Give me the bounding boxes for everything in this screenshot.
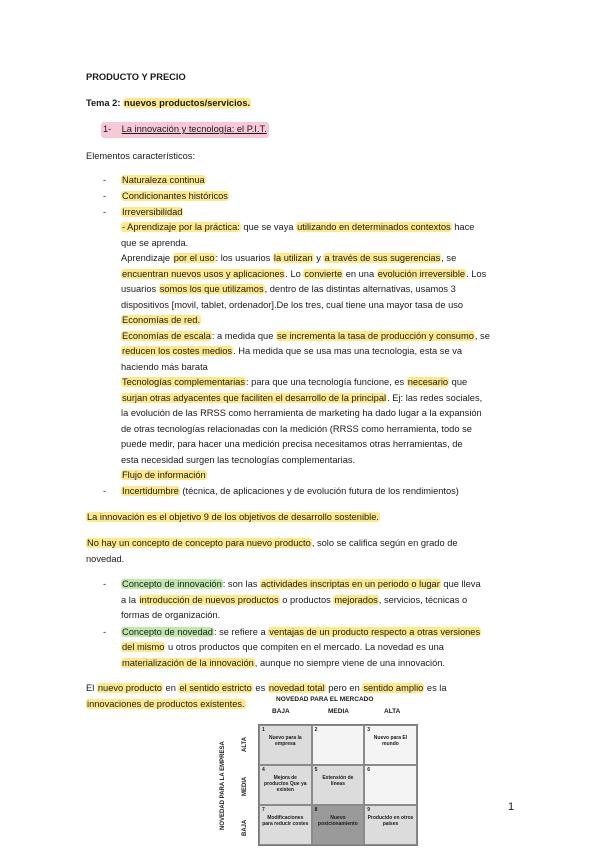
innovacion-line: Concepto de innovación: son las actividades inscriptas en un periodo o lugar que lleva: [122, 579, 481, 589]
concepto-paragraph-cont: novedad.: [86, 554, 125, 564]
bullet-dash: -: [103, 175, 107, 185]
novedad-line: del mismo u otros productos que compiten en el mercado. La novedad es una: [122, 642, 444, 652]
text-line: esta necesidad surgen las tecnologías complementarias.: [121, 455, 356, 465]
tema-heading: [86, 96, 251, 112]
text-line: dispositivos [movil, tablet, ordenador].De los tres, cual tiene una mayor tasa de uso: [121, 300, 464, 310]
matrix-cell: 8 Nuevo posicionamiento: [312, 805, 365, 845]
matrix-cell: 7 Modificaciones para reducir costes: [259, 805, 312, 845]
list-item: Naturaleza continua: [122, 175, 205, 185]
page-number: 1: [508, 801, 515, 813]
matrix-cell: 3 Nuevo para El mundo: [364, 725, 417, 765]
elementos-label: Elementos característicos:: [86, 151, 196, 161]
page-title: PRODUCTO Y PRECIO: [86, 72, 186, 82]
innovacion-line: formas de organización.: [121, 610, 221, 620]
matrix-col-label: MEDIA: [328, 708, 349, 715]
text-line: reducen los costes medios. Ha medida que se usa mas una tecnologia, esta se va: [122, 346, 463, 356]
text-line: de otras tecnologías relacionadas con la medición (RRSS como herramienta, todo se: [121, 424, 472, 434]
innovacion-line: a la introducción de nuevos productos o productos mejorados, servicios, técnicas o: [121, 595, 468, 605]
matrix-cell: 9 Producido en otros países: [364, 805, 417, 845]
matrix-cell: 4 Mejora de productos Que ya existen: [259, 765, 312, 805]
matrix-row-label: BAJA: [242, 819, 248, 836]
numbered-num: 1-: [103, 124, 112, 134]
text-line: la evolución de las RRSS como herramienta de marketing ha dado lugar a la expansión: [121, 408, 482, 418]
bullet-dash: -: [103, 207, 107, 217]
text-line: Flujo de información: [122, 470, 206, 480]
list-item: Irreversibilidad: [122, 207, 183, 217]
text-line: haciendo más barata: [121, 362, 208, 372]
matrix-col-label: ALTA: [384, 708, 401, 715]
matrix-col-label: BAJA: [272, 708, 290, 715]
list-item: Condicionantes históricos: [122, 191, 228, 201]
text-line: surjan otras adyacentes que faciliten el desarrollo de la principal. Ej: las redes sociales,: [122, 393, 483, 403]
matrix-cell: 2: [312, 725, 365, 765]
matrix-grid: [258, 724, 418, 846]
tema-text: nuevos productos/servicios.: [124, 98, 251, 108]
text-line: usuarios somos los que utilizamos, dentro de las distintas alternativas, usamos 3: [121, 284, 456, 294]
final-paragraph-cont: innovaciones de productos existentes.: [87, 699, 245, 709]
text-line: - Aprendizaje por la práctica: que se vaya utilizando en determinados contextos hace: [122, 222, 475, 232]
ods-paragraph: La innovación es el objetivo 9 de los objetivos de desarrollo sostenible.: [87, 512, 380, 522]
text-line: Aprendizaje por el uso: los usuarios la utilizan y a través de sus sugerencias, se: [121, 253, 457, 263]
text-line: Economías de red.: [122, 315, 201, 325]
text-line: puede medir, para hacer una medición precisa necesitamos otras herramientas, de: [121, 439, 463, 449]
text-line: que se aprenda.: [121, 238, 189, 248]
text-line: Economías de escala: a medida que se incrementa la tasa de producción y consumo, se: [122, 331, 490, 341]
numbered-heading: [101, 122, 269, 138]
matrix-cell: 5 Extensión de líneas: [312, 765, 365, 805]
bullet-dash: -: [103, 579, 107, 589]
bullet-dash: -: [103, 627, 107, 637]
tema-prefix: Tema 2:: [86, 98, 121, 108]
concepto-paragraph: No hay un concepto de concepto para nuevo producto, solo se califica según en grado de: [87, 538, 458, 548]
numbered-text: La innovación y tecnología: el P.I.T.: [121, 124, 267, 134]
bullet-dash: -: [103, 486, 107, 496]
list-item: Incertidumbre (técnica, de aplicaciones y de evolución futura de los rendimientos): [122, 486, 459, 496]
matrix-y-label: NOVEDAD PARA LA EMPRESA: [220, 741, 226, 830]
matrix-row-label: ALTA: [242, 736, 248, 752]
matrix-cell: 6: [364, 765, 417, 805]
novelty-matrix: [214, 696, 424, 846]
novedad-line: Concepto de novedad: se refiere a ventajas de un producto respecto a otras versiones: [122, 627, 481, 637]
bullet-dash: -: [103, 191, 107, 201]
text-line: Tecnologías complementarias: para que una tecnología funcione, es necesario que: [122, 377, 468, 387]
text-line: encuentran nuevos usos y aplicaciones. Lo convierte en una evolución irreversible. Los: [122, 269, 487, 279]
final-paragraph: El nuevo producto en el sentido estricto es novedad total pero en sentido amplio es la: [86, 683, 447, 693]
matrix-title: NOVEDAD PARA EL MERCADO: [276, 696, 374, 703]
matrix-cell: 1 Nuevo para la empresa: [259, 725, 312, 765]
novedad-line: materialización de la innovación, aunque no siempre viene de una innovación.: [122, 658, 446, 668]
matrix-row-label: MEDIA: [242, 776, 248, 796]
